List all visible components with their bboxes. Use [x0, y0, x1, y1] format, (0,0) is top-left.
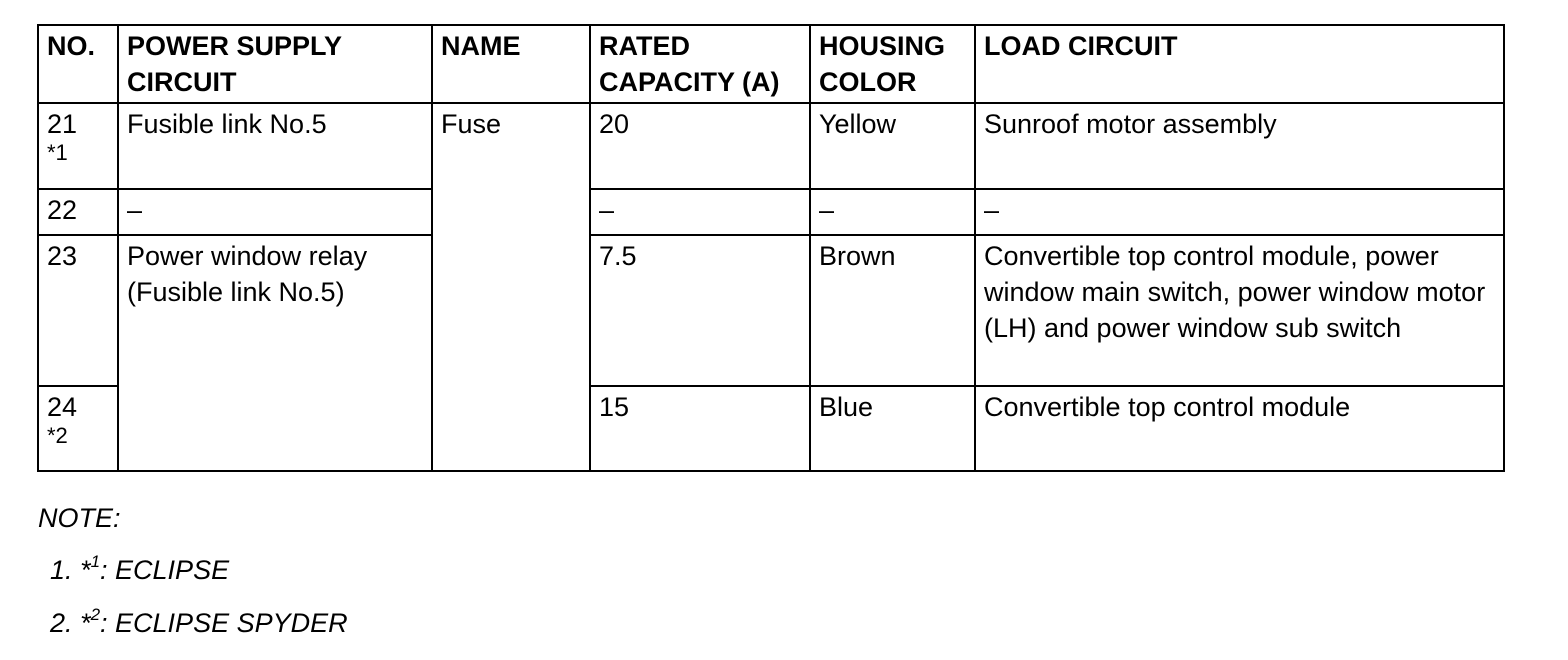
header-power-supply: POWER SUPPLY CIRCUIT — [118, 25, 432, 103]
cell-no — [38, 386, 118, 471]
note-item — [50, 554, 348, 607]
cell-no — [38, 103, 118, 189]
row-number: 24 — [47, 392, 78, 422]
cell-rated-capacity: 7.5 — [590, 235, 810, 386]
table-row — [38, 189, 1504, 235]
row-number: 21 — [47, 109, 78, 139]
cell-power-supply: Fusible link No.5 — [118, 103, 432, 189]
note-index: 2. — [50, 608, 73, 638]
note-index: 1. — [50, 555, 73, 585]
footnote-ref: *1 — [47, 140, 68, 165]
cell-rated-capacity: 15 — [590, 386, 810, 471]
header-name: NAME — [432, 25, 590, 103]
cell-load-circuit: Convertible top control module — [975, 386, 1504, 471]
cell-load-circuit: Sunroof motor assembly — [975, 103, 1504, 189]
cell-rated-capacity: – — [590, 189, 810, 235]
cell-rated-capacity: 20 — [590, 103, 810, 189]
header-load-circuit: LOAD CIRCUIT — [975, 25, 1504, 103]
table-header-row — [38, 25, 1504, 103]
note-text: : ECLIPSE SPYDER — [100, 608, 348, 638]
row-number: 22 — [47, 195, 78, 225]
header-no: NO. — [38, 25, 118, 103]
table-row — [38, 103, 1504, 189]
cell-housing-color: – — [810, 189, 975, 235]
notes-section — [38, 502, 348, 660]
cell-no — [38, 189, 118, 235]
table-row — [38, 235, 1504, 386]
cell-power-supply: Power window relay (Fusible link No.5) — [118, 235, 432, 471]
note-sup: 2 — [90, 605, 101, 624]
cell-name: Fuse — [432, 103, 590, 471]
footnote-ref: *2 — [47, 423, 68, 448]
row-number: 23 — [47, 241, 78, 271]
header-rated-capacity: RATED CAPACITY (A) — [590, 25, 810, 103]
note-marker: * — [80, 608, 91, 638]
fuse-table — [37, 24, 1505, 472]
note-sup: 1 — [90, 552, 101, 571]
cell-power-supply: – — [118, 189, 432, 235]
cell-load-circuit: Convertible top control module, power window main switch, power window motor (LH) and power window sub switch — [975, 235, 1504, 386]
cell-housing-color: Brown — [810, 235, 975, 386]
cell-housing-color: Yellow — [810, 103, 975, 189]
cell-housing-color: Blue — [810, 386, 975, 471]
note-title: NOTE: — [38, 503, 121, 533]
note-text: : ECLIPSE — [100, 555, 230, 585]
header-housing-color: HOUSING COLOR — [810, 25, 975, 103]
cell-load-circuit: – — [975, 189, 1504, 235]
note-item — [50, 607, 348, 660]
cell-no — [38, 235, 118, 386]
note-marker: * — [80, 555, 91, 585]
